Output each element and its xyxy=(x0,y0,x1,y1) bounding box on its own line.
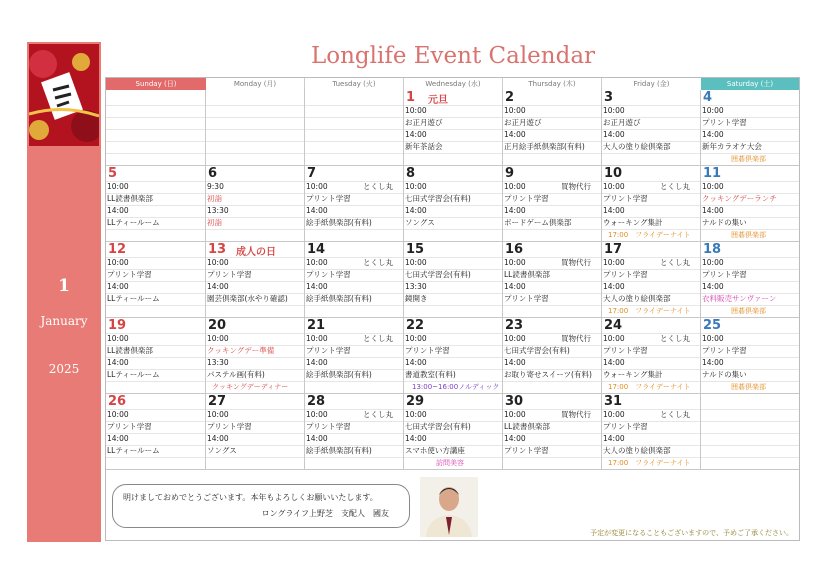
event-name: 大人の塗り絵倶楽部 xyxy=(603,446,671,455)
special-service-label: とくし丸 xyxy=(660,258,690,267)
day-cell-27 xyxy=(206,394,305,470)
event-name: 絵手紙倶楽部(有料) xyxy=(306,370,372,379)
event-name: 絵手紙倶楽部(有料) xyxy=(306,218,372,227)
day-cell-11 xyxy=(701,166,799,242)
event-time: 14:00 xyxy=(504,358,526,367)
event-time: 10:00 xyxy=(603,182,625,191)
event-name: お正月遊び xyxy=(504,118,542,127)
cell-rule xyxy=(305,305,403,306)
event-name: お正月遊び xyxy=(603,118,641,127)
event-name: クッキングデーランチ xyxy=(702,194,777,203)
year: 2025 xyxy=(48,362,80,376)
event-name: LLティールーム xyxy=(107,370,160,379)
day-number: 16 xyxy=(505,242,524,257)
event-name: プリント学習 xyxy=(504,446,549,455)
event-name: プリント学習 xyxy=(107,422,152,431)
day-cell-15 xyxy=(404,242,503,318)
day-cell-24 xyxy=(602,318,701,394)
event-name: ナルドの集い xyxy=(702,370,747,379)
event-time: 14:00 xyxy=(207,282,229,291)
day-number: 9 xyxy=(505,166,515,181)
cell-rule xyxy=(602,457,700,458)
event-name: プリント学習 xyxy=(306,422,351,431)
cell-rule xyxy=(602,153,700,154)
event-time: 14:00 xyxy=(504,130,526,139)
event-time: 14:00 xyxy=(702,282,724,291)
cell-rule xyxy=(701,421,799,422)
day-number: 2 xyxy=(505,90,515,105)
cell-rule xyxy=(206,305,304,306)
event-note: 囲碁倶楽部 xyxy=(731,231,766,239)
event-name: クッキングデー準備 xyxy=(207,346,275,355)
cell-rule xyxy=(305,129,403,130)
event-time: 14:00 xyxy=(107,434,129,443)
day-number: 11 xyxy=(703,166,722,181)
weekday-header-friday: Friday (金) xyxy=(633,80,670,88)
cell-rule xyxy=(206,381,304,382)
event-time: 14:00 xyxy=(405,358,427,367)
event-time: 9:30 xyxy=(207,182,224,191)
event-time: 10:00 xyxy=(504,334,526,343)
day-number: 26 xyxy=(108,394,127,409)
cell-rule xyxy=(206,129,304,130)
event-name: 正月絵手紙倶楽部(有料) xyxy=(504,142,585,151)
cell-rule xyxy=(503,229,601,230)
event-name: プリント学習 xyxy=(306,194,351,203)
day-number: 10 xyxy=(604,166,623,181)
event-time: 10:00 xyxy=(504,258,526,267)
greeting-bubble xyxy=(112,484,410,528)
cell-rule xyxy=(701,445,799,446)
weekday-header-tuesday: Tuesday (火) xyxy=(305,78,404,90)
event-note: 17:00 フライデーナイト xyxy=(608,459,691,467)
event-time: 14:00 xyxy=(702,358,724,367)
event-time: 10:00 xyxy=(207,258,229,267)
day-cell-14 xyxy=(305,242,404,318)
event-name: プリント学習 xyxy=(603,270,648,279)
cell-rule xyxy=(206,229,304,230)
cell-rule xyxy=(106,381,205,382)
day-cell-28 xyxy=(305,394,404,470)
event-time: 10:00 xyxy=(306,410,328,419)
event-name: 園芸倶楽部(水やり確認) xyxy=(207,294,288,303)
event-time: 14:00 xyxy=(405,434,427,443)
day-number: 24 xyxy=(604,318,623,333)
special-service-label: 買物代行 xyxy=(561,410,591,419)
day-cell-3 xyxy=(602,90,701,166)
event-time: 13:30 xyxy=(207,206,229,215)
event-name: 初詣 xyxy=(207,194,222,203)
holiday-label: 元旦 xyxy=(428,95,448,106)
day-cell-12 xyxy=(106,242,206,318)
day-cell-6 xyxy=(206,166,305,242)
event-name: プリント学習 xyxy=(603,346,648,355)
event-time: 14:00 xyxy=(107,282,129,291)
cell-rule xyxy=(701,381,799,382)
new-year-decoration-icon xyxy=(29,44,99,146)
cell-rule xyxy=(305,457,403,458)
cell-rule xyxy=(206,117,304,118)
cell-rule xyxy=(701,457,799,458)
cell-rule xyxy=(305,117,403,118)
event-time: 14:00 xyxy=(702,130,724,139)
cell-rule xyxy=(106,117,205,118)
event-note: 訪問美容 xyxy=(436,459,464,467)
event-note: クッキングデーディナー xyxy=(212,383,289,391)
day-cell-9 xyxy=(503,166,602,242)
event-name: プリント学習 xyxy=(207,270,252,279)
day-cell-26 xyxy=(106,394,206,470)
event-time: 10:00 xyxy=(702,258,724,267)
event-name: LL読書倶楽部 xyxy=(504,270,550,279)
event-name: ウォーキング集計 xyxy=(603,218,663,227)
event-time: 14:00 xyxy=(306,358,328,367)
event-name: LL読書倶楽部 xyxy=(107,346,153,355)
cell-rule xyxy=(106,141,205,142)
day-number: 21 xyxy=(307,318,326,333)
event-time: 10:00 xyxy=(405,410,427,419)
event-time: 14:00 xyxy=(603,130,625,139)
cell-rule xyxy=(106,153,205,154)
event-name: スマホ使い方講座 xyxy=(405,446,465,455)
day-cell-30 xyxy=(503,394,602,470)
event-name: 書道教室(有料) xyxy=(405,370,456,379)
cell-rule xyxy=(106,105,205,106)
empty-day-cell xyxy=(206,90,305,166)
event-time: 10:00 xyxy=(603,106,625,115)
cell-rule xyxy=(701,305,799,306)
day-cell-18 xyxy=(701,242,799,318)
weekday-header-wednesday: Wednesday (水) xyxy=(404,78,503,90)
cell-rule xyxy=(206,457,304,458)
day-cell-21 xyxy=(305,318,404,394)
event-note: 囲碁倶楽部 xyxy=(731,155,766,163)
event-time: 14:00 xyxy=(405,130,427,139)
event-time: 10:00 xyxy=(107,258,129,267)
day-cell-10 xyxy=(602,166,701,242)
event-time: 14:00 xyxy=(603,358,625,367)
cell-rule xyxy=(106,229,205,230)
event-time: 14:00 xyxy=(603,282,625,291)
day-cell-13 xyxy=(206,242,305,318)
event-name: パステル画(有料) xyxy=(207,370,265,379)
day-number: 17 xyxy=(604,242,623,257)
special-service-label: 買物代行 xyxy=(561,258,591,267)
special-service-label: とくし丸 xyxy=(363,410,393,419)
event-time: 10:00 xyxy=(306,258,328,267)
day-cell-8 xyxy=(404,166,503,242)
disclaimer-text: 予定が変更になることもございますので、予めご了承ください。 xyxy=(590,529,793,537)
event-note: 17:00 フライデーナイト xyxy=(608,231,691,239)
day-number: 31 xyxy=(604,394,623,409)
special-service-label: とくし丸 xyxy=(660,182,690,191)
day-number: 14 xyxy=(307,242,326,257)
holiday-label: 成人の日 xyxy=(236,247,276,258)
event-name: プリント学習 xyxy=(603,422,648,431)
event-time: 10:00 xyxy=(306,182,328,191)
event-time: 14:00 xyxy=(504,434,526,443)
signature-text: ロングライフ上野芝 支配人 國友 xyxy=(261,509,389,518)
event-time: 14:00 xyxy=(702,206,724,215)
cell-rule xyxy=(602,229,700,230)
event-time: 10:00 xyxy=(306,334,328,343)
calendar-grid xyxy=(105,77,800,541)
weekday-header-saturday: Saturday (土) xyxy=(701,78,799,90)
weekday-header-sunday: Sunday (日) xyxy=(106,78,206,90)
cell-rule xyxy=(503,153,601,154)
day-cell-22 xyxy=(404,318,503,394)
event-time: 10:00 xyxy=(702,106,724,115)
event-time: 10:00 xyxy=(107,182,129,191)
special-service-label: とくし丸 xyxy=(363,334,393,343)
event-time: 10:00 xyxy=(405,182,427,191)
event-time: 10:00 xyxy=(603,410,625,419)
event-time: 14:00 xyxy=(107,206,129,215)
event-name: LLティールーム xyxy=(107,446,160,455)
greeting-text: 明けましておめでとうございます。本年もよろしくお願いいたします。 xyxy=(123,493,378,502)
event-time: 10:00 xyxy=(504,182,526,191)
special-service-label: 買物代行 xyxy=(561,334,591,343)
event-name: プリント学習 xyxy=(405,346,450,355)
day-number: 23 xyxy=(505,318,524,333)
event-time: 14:00 xyxy=(306,434,328,443)
weekday-header-monday: Monday (月) xyxy=(206,78,305,90)
day-number: 28 xyxy=(307,394,326,409)
day-number: 15 xyxy=(406,242,425,257)
day-number: 18 xyxy=(703,242,722,257)
special-service-label: とくし丸 xyxy=(363,258,393,267)
day-number: 30 xyxy=(505,394,524,409)
event-name: ソングス xyxy=(207,446,237,455)
cell-rule xyxy=(404,153,502,154)
event-time: 10:00 xyxy=(405,258,427,267)
event-time: 14:00 xyxy=(207,434,229,443)
event-name: 初詣 xyxy=(207,218,222,227)
event-time: 14:00 xyxy=(504,206,526,215)
cell-rule xyxy=(305,141,403,142)
event-name: プリント学習 xyxy=(504,294,549,303)
event-name: 新年カラオケ大会 xyxy=(702,142,762,151)
day-cell-17 xyxy=(602,242,701,318)
cell-rule xyxy=(106,457,205,458)
event-time: 14:00 xyxy=(306,206,328,215)
event-time: 10:00 xyxy=(603,334,625,343)
day-number: 13 xyxy=(208,242,227,257)
event-name: プリント学習 xyxy=(306,346,351,355)
cell-rule xyxy=(404,305,502,306)
day-cell-25 xyxy=(701,318,799,394)
day-cell-20 xyxy=(206,318,305,394)
day-number: 7 xyxy=(307,166,317,181)
cell-rule xyxy=(106,305,205,306)
day-number: 22 xyxy=(406,318,425,333)
event-name: 七田式学習会(有料) xyxy=(405,422,471,431)
event-name: プリント学習 xyxy=(702,118,747,127)
event-time: 10:00 xyxy=(405,106,427,115)
day-cell-2 xyxy=(503,90,602,166)
event-time: 13:30 xyxy=(207,358,229,367)
event-name: ボードゲーム倶楽部 xyxy=(504,218,572,227)
event-time: 14:00 xyxy=(603,434,625,443)
event-time: 10:00 xyxy=(107,410,129,419)
event-name: プリント学習 xyxy=(107,270,152,279)
event-note: 13:00~16:00ノルディック xyxy=(412,383,500,391)
event-time: 10:00 xyxy=(702,334,724,343)
day-cell-7 xyxy=(305,166,404,242)
event-name: 新年茶話会 xyxy=(405,142,443,151)
cell-rule xyxy=(701,433,799,434)
cell-rule xyxy=(701,229,799,230)
event-name: 絵手紙倶楽部(有料) xyxy=(306,446,372,455)
day-cell-16 xyxy=(503,242,602,318)
month-number: 1 xyxy=(58,276,70,296)
empty-day-cell xyxy=(305,90,404,166)
manager-portrait-icon xyxy=(420,477,478,537)
event-name: ソングス xyxy=(405,218,435,227)
special-service-label: とくし丸 xyxy=(363,182,393,191)
cell-rule xyxy=(404,229,502,230)
event-name: プリント学習 xyxy=(702,346,747,355)
event-name: 衣料販売サンヴァーン xyxy=(702,294,777,303)
event-time: 14:00 xyxy=(504,282,526,291)
event-time: 10:00 xyxy=(504,410,526,419)
special-service-label: とくし丸 xyxy=(660,334,690,343)
event-name: LLティールーム xyxy=(107,294,160,303)
cell-rule xyxy=(404,457,502,458)
event-name: プリント学習 xyxy=(702,270,747,279)
day-cell-4 xyxy=(701,90,799,166)
event-time: 10:00 xyxy=(207,334,229,343)
day-cell-5 xyxy=(106,166,206,242)
event-name: 七田式学習会(有料) xyxy=(504,346,570,355)
special-service-label: とくし丸 xyxy=(660,410,690,419)
day-number: 20 xyxy=(208,318,227,333)
event-note: 17:00 フライデーナイト xyxy=(608,307,691,315)
event-name: ナルドの集い xyxy=(702,218,747,227)
event-name: 大人の塗り絵倶楽部 xyxy=(603,294,671,303)
event-time: 10:00 xyxy=(504,106,526,115)
cell-rule xyxy=(602,381,700,382)
day-number: 4 xyxy=(703,90,713,105)
event-note: 囲碁倶楽部 xyxy=(731,307,766,315)
event-name: LL読書倶楽部 xyxy=(107,194,153,203)
event-name: 絵手紙倶楽部(有料) xyxy=(306,294,372,303)
day-cell-29 xyxy=(404,394,503,470)
day-number: 27 xyxy=(208,394,227,409)
day-number: 8 xyxy=(406,166,416,181)
cell-rule xyxy=(305,153,403,154)
cell-rule xyxy=(206,105,304,106)
event-time: 14:00 xyxy=(306,282,328,291)
cell-rule xyxy=(404,381,502,382)
special-service-label: 買物代行 xyxy=(561,182,591,191)
cell-rule xyxy=(503,305,601,306)
event-name: プリント学習 xyxy=(306,270,351,279)
day-number: 19 xyxy=(108,318,127,333)
event-name: プリント学習 xyxy=(207,422,252,431)
cell-rule xyxy=(701,409,799,410)
weekday-header-thursday: Thursday (木) xyxy=(503,78,602,90)
day-cell-19 xyxy=(106,318,206,394)
event-name: ウォーキング集計 xyxy=(603,370,663,379)
day-number: 1 xyxy=(406,90,416,105)
event-time: 10:00 xyxy=(207,410,229,419)
event-name: 七田式学習会(有料) xyxy=(405,194,471,203)
day-cell-1 xyxy=(404,90,503,166)
empty-day-cell xyxy=(106,90,206,166)
page-title: Longlife Event Calendar xyxy=(310,43,596,69)
event-name: 大人の塗り絵倶楽部 xyxy=(603,142,671,151)
cell-rule xyxy=(602,305,700,306)
cell-rule xyxy=(206,153,304,154)
cell-rule xyxy=(206,141,304,142)
day-number: 6 xyxy=(208,166,218,181)
day-cell-23 xyxy=(503,318,602,394)
day-number: 25 xyxy=(703,318,722,333)
cell-rule xyxy=(503,381,601,382)
event-time: 14:00 xyxy=(405,206,427,215)
event-name: LL読書倶楽部 xyxy=(504,422,550,431)
day-cell-31 xyxy=(602,394,701,470)
event-name: お正月遊び xyxy=(405,118,443,127)
event-time: 10:00 xyxy=(405,334,427,343)
empty-day-cell xyxy=(701,394,799,470)
cell-rule xyxy=(305,381,403,382)
message-area xyxy=(106,471,799,540)
cell-rule xyxy=(701,153,799,154)
event-note: 囲碁倶楽部 xyxy=(731,383,766,391)
event-name: LLティールーム xyxy=(107,218,160,227)
day-number: 12 xyxy=(108,242,127,257)
day-number: 3 xyxy=(604,90,614,105)
event-name: お取り寄せスイーツ(有料) xyxy=(504,370,592,379)
cell-rule xyxy=(106,129,205,130)
event-time: 13:30 xyxy=(405,282,427,291)
cell-rule xyxy=(503,457,601,458)
event-name: プリント学習 xyxy=(504,194,549,203)
day-number: 29 xyxy=(406,394,425,409)
event-note: 17:00 フライデーナイト xyxy=(608,383,691,391)
event-time: 14:00 xyxy=(107,358,129,367)
month-name: January xyxy=(40,314,88,328)
event-time: 10:00 xyxy=(107,334,129,343)
cell-rule xyxy=(305,229,403,230)
day-number: 5 xyxy=(108,166,118,181)
event-time: 10:00 xyxy=(603,258,625,267)
event-time: 14:00 xyxy=(603,206,625,215)
event-name: 七田式学習会(有料) xyxy=(405,270,471,279)
cell-rule xyxy=(305,105,403,106)
event-time: 10:00 xyxy=(702,182,724,191)
event-name: プリント学習 xyxy=(603,194,648,203)
event-name: 鏡開き xyxy=(405,294,428,303)
